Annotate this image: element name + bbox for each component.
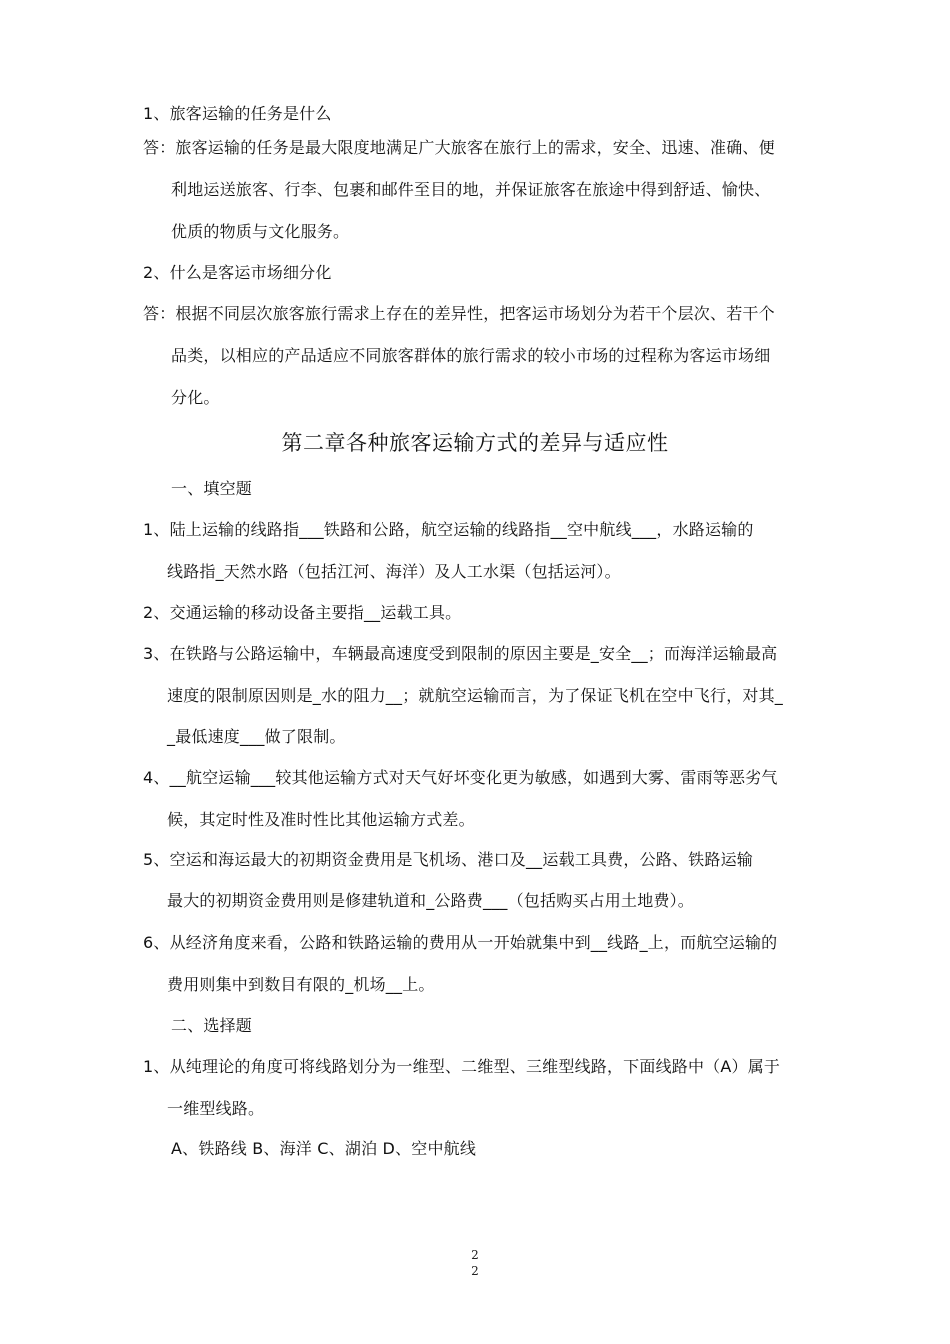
fill-blank-1-line-1: 1、陆上运输的线路指___铁路和公路，航空运输的线路指__空中航线___，水路运输的 xyxy=(143,520,754,539)
fill-blank-5-line-1: 5、空运和海运最大的初期资金费用是飞机场、港口及__运载工具费，公路、铁路运输 xyxy=(143,850,753,869)
answer-1-1-line-3: 优质的物质与文化服务。 xyxy=(171,222,350,241)
section-heading-fill-blank: 一、填空题 xyxy=(171,479,253,498)
page-number-bottom: 2 xyxy=(471,1264,479,1278)
fill-blank-5-line-2: 最大的初期资金费用则是修建轨道和_公路费___（包括购买占用土地费）。 xyxy=(167,891,695,910)
question-1-1: 1、旅客运输的任务是什么 xyxy=(143,104,332,123)
question-1-2: 2、什么是客运市场细分化 xyxy=(143,263,332,282)
answer-1-2-line-3: 分化。 xyxy=(171,388,220,407)
fill-blank-3-line-1: 3、在铁路与公路运输中，车辆最高速度受到限制的原因主要是_安全__；而海洋运输最高 xyxy=(143,644,778,663)
fill-blank-3-line-3: _最低速度___做了限制。 xyxy=(167,727,346,746)
fill-blank-6-line-2: 费用则集中到数目有限的_机场__上。 xyxy=(167,975,435,994)
fill-blank-6-line-1: 6、从经济角度来看，公路和铁路运输的费用从一开始就集中到__线路_上，而航空运输的 xyxy=(143,933,778,952)
chapter-title: 第二章各种旅客运输方式的差异与适应性 xyxy=(281,431,669,455)
choice-1-line-1: 1、从纯理论的角度可将线路划分为一维型、二维型、三维型线路，下面线路中（A）属于 xyxy=(143,1057,781,1076)
answer-1-2-line-2: 品类，以相应的产品适应不同旅客群体的旅行需求的较小市场的过程称为客运市场细 xyxy=(171,346,771,365)
page-number-top: 2 xyxy=(471,1248,479,1262)
fill-blank-4-line-1: 4、__航空运输___较其他运输方式对天气好坏变化更为敏感，如遇到大雾、雷雨等恶劣气 xyxy=(143,768,778,787)
section-heading-multiple-choice: 二、选择题 xyxy=(171,1016,253,1035)
answer-1-1-line-1: 答：旅客运输的任务是最大限度地满足广大旅客在旅行上的需求，安全、迅速、准确、便 xyxy=(143,138,775,157)
answer-1-1-line-2: 利地运送旅客、行李、包裹和邮件至目的地，并保证旅客在旅途中得到舒适、愉快、 xyxy=(171,180,771,199)
choice-1-options: A、铁路线 B、海洋 C、湖泊 D、空中航线 xyxy=(171,1139,477,1158)
fill-blank-3-line-2: 速度的限制原因则是_水的阻力__；就航空运输而言，为了保证飞机在空中飞行，对其_ xyxy=(167,686,784,705)
fill-blank-2: 2、交通运输的移动设备主要指__运载工具。 xyxy=(143,603,462,622)
choice-1-line-2: 一维型线路。 xyxy=(167,1099,265,1118)
fill-blank-1-line-2: 线路指_天然水路（包括江河、海洋）及人工水渠（包括运河）。 xyxy=(167,562,621,581)
fill-blank-4-line-2: 候，其定时性及准时性比其他运输方式差。 xyxy=(167,810,475,829)
answer-1-2-line-1: 答：根据不同层次旅客旅行需求上存在的差异性，把客运市场划分为若干个层次、若干个 xyxy=(143,304,775,323)
